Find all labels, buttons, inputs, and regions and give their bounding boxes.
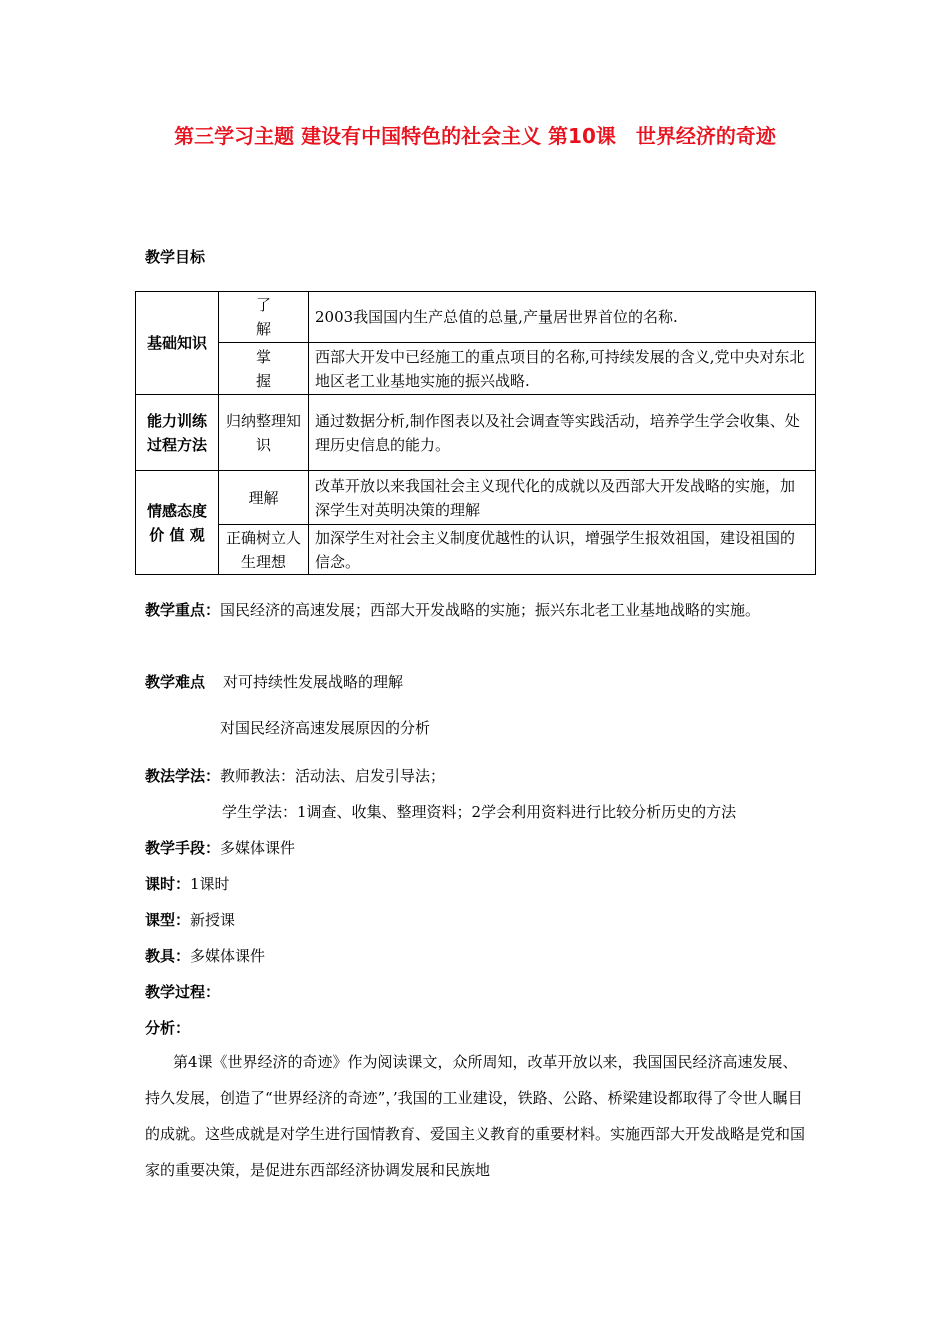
objectives-table	[135, 291, 816, 575]
key-points-label: 教学重点：	[145, 601, 221, 619]
emotion-sub-2: 正确树立人生理想	[219, 525, 309, 575]
hours	[145, 872, 230, 896]
hours-label: 课时：	[145, 875, 191, 893]
objectives-heading: 教学目标	[145, 248, 206, 266]
emotion-desc-2: 加深学生对社会主义制度优越性的认识，增强学生报效祖国，建设祖国的信念。	[309, 525, 816, 575]
ability-desc: 通过数据分析,制作图表以及社会调查等实践活动，培养学生学会收集、处理历史信息的能力。	[309, 395, 816, 471]
analysis-heading	[145, 1016, 190, 1040]
key-points	[145, 598, 810, 622]
methods	[145, 764, 445, 788]
difficulties-line-1: 对可持续性发展战略的理解	[223, 673, 404, 691]
difficulties-line-2: 对国民经济高速发展原因的分析	[220, 719, 431, 737]
tools	[145, 944, 265, 968]
type-text: 新授课	[190, 911, 236, 929]
means-text: 多媒体课件	[220, 839, 296, 857]
emotion-category: 情感态度价 值 观	[136, 471, 219, 575]
basic-knowledge-desc-2: 西部大开发中已经施工的重点项目的名称,可持续发展的含义,党中央对东北地区老工业基地实施的振兴战略.	[309, 343, 816, 395]
lesson-type	[145, 908, 235, 932]
difficulties-label: 教学难点	[145, 673, 206, 691]
basic-knowledge-desc-1: 2003我国国内生产总值的总量,产量居世界首位的名称.	[309, 292, 816, 343]
tools-label: 教具：	[145, 947, 191, 965]
process-label: 教学过程：	[145, 983, 221, 1001]
emotion-sub-1: 理解	[219, 471, 309, 525]
analysis-paragraph: 第4课《世界经济的奇迹》作为阅读课文，众所周知，改革开放以来，我国国民经济高速发展、持久发展，创造了“世界经济的奇迹”，’我国的工业建设，铁路、公路、桥梁建设都取得了令世人瞩目的成就。这些成就是对学生进行国情教育、爱国主义教育的重要材料。实施西部大开发战略是党和国家的重要决策，是促进东西部经济协调发展和民族地	[145, 1053, 806, 1179]
methods-label: 教法学法：	[145, 767, 221, 785]
basic-knowledge-category: 基础知识	[136, 292, 219, 395]
ability-sub: 归纳整理知识	[219, 395, 309, 471]
type-label: 课型：	[145, 911, 191, 929]
means-label: 教学手段：	[145, 839, 221, 857]
methods-teacher: 教师教法：活动法、启发引导法；	[220, 767, 446, 785]
key-points-text: 国民经济的高速发展；西部大开发战略的实施；振兴东北老工业基地战略的实施。	[220, 601, 761, 619]
methods-student: 学生学法：1调查、收集、整理资料；2学会利用资料进行比较分析历史的方法	[222, 803, 737, 821]
basic-knowledge-sub-1: 了 解	[219, 292, 309, 343]
process	[145, 980, 220, 1004]
ability-category: 能力训练过程方法	[136, 395, 219, 471]
basic-knowledge-sub-2: 掌 握	[219, 343, 309, 395]
analysis-label: 分析：	[145, 1019, 191, 1037]
document-title: 第三学习主题 建设有中国特色的社会主义 第10课 世界经济的奇迹	[174, 124, 776, 148]
hours-text: 1课时	[190, 875, 230, 893]
means	[145, 836, 295, 860]
tools-text: 多媒体课件	[190, 947, 266, 965]
emotion-desc-1: 改革开放以来我国社会主义现代化的成就以及西部大开发战略的实施，加深学生对英明决策的理解	[309, 471, 816, 525]
difficulties	[145, 670, 403, 694]
